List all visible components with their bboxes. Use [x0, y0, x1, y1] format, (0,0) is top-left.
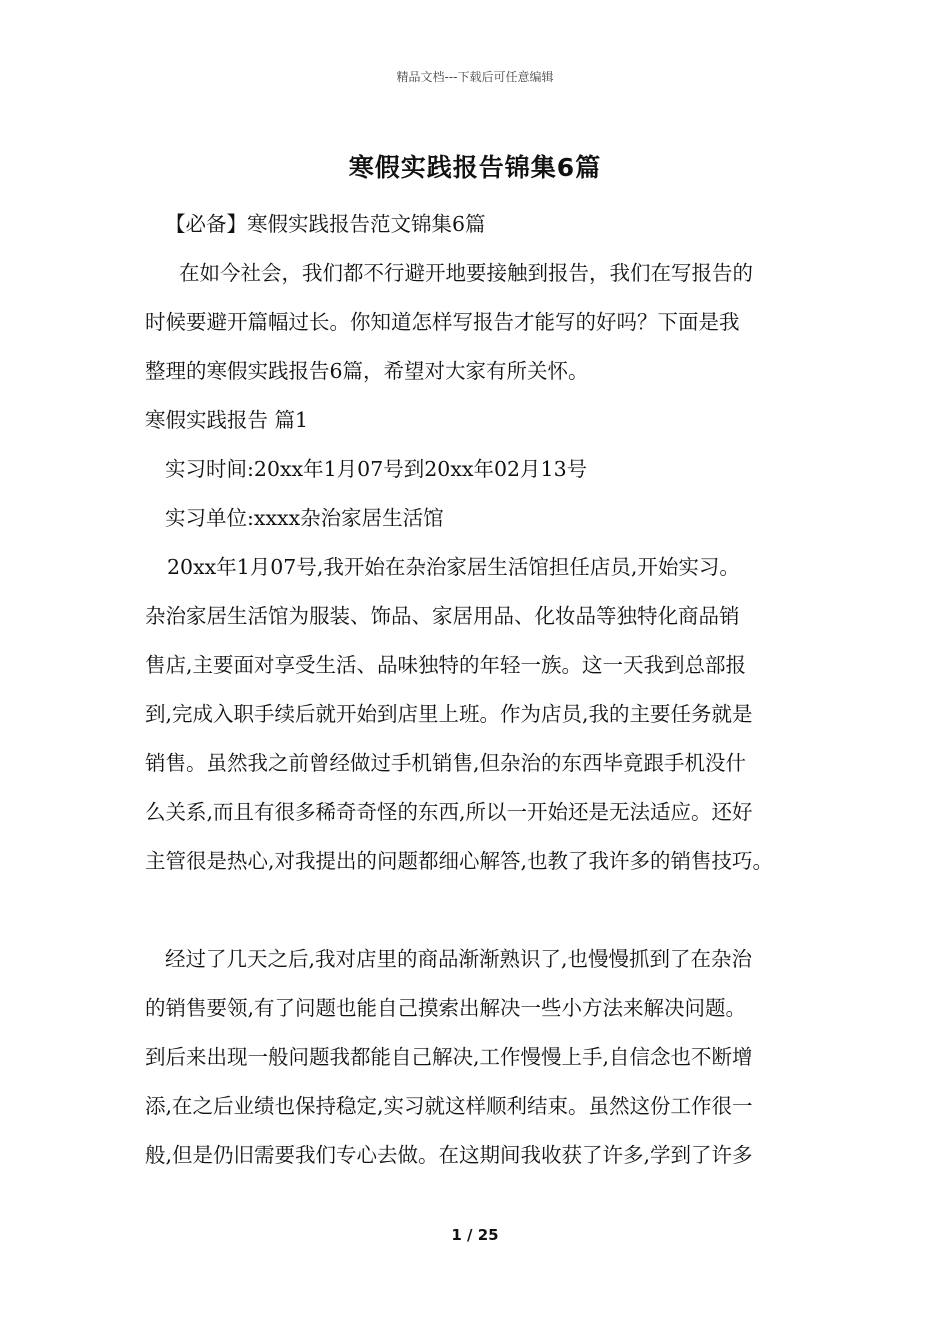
paragraph-line: 整理的寒假实践报告6篇，希望对大家有所关怀。 [145, 359, 589, 383]
paragraph-line: 杂治家居生活馆为服装、饰品、家居用品、化妆品等独特化商品销 [145, 604, 740, 628]
paragraph-line: 经过了几天之后,我对店里的商品渐渐熟识了,也慢慢抓到了在杂治 [165, 947, 753, 971]
section-heading: 寒假实践报告 篇1 [145, 408, 309, 432]
paragraph-line: 时候要避开篇幅过长。你知道怎样写报告才能写的好吗？下面是我 [145, 310, 740, 334]
paragraph-line: 的销售要领,有了问题也能自己摸索出解决一些小方法来解决问题。 [145, 996, 747, 1020]
paragraph-line: 销售。虽然我之前曾经做过手机销售,但杂治的东西毕竟跟手机没什 [145, 751, 747, 775]
paragraph-line: 在如今社会，我们都不行避开地要接触到报告，我们在写报告的 [179, 261, 753, 285]
paragraph-line: 般,但是仍旧需要我们专心去做。在这期间我收获了许多,学到了许多 [145, 1143, 753, 1167]
paragraph-gap [145, 886, 820, 935]
document-body [145, 200, 820, 1180]
header-note: 精品文档---下载后可任意编辑 [396, 70, 554, 84]
internship-time: 实习时间:20xx年1月07号到20xx年02月13号 [165, 457, 588, 481]
paragraph-line: 售店,主要面对享受生活、品味独特的年轻一族。这一天我到总部报 [145, 653, 747, 677]
paragraph-line: 20xx年1月07号,我开始在杂治家居生活馆担任店员,开始实习。 [167, 555, 740, 579]
paragraph-line: 主管很是热心,对我提出的问题都细心解答,也教了我许多的销售技巧。 [145, 849, 774, 873]
paragraph-line: 到,完成入职手续后就开始到店里上班。作为店员,我的主要任务就是 [145, 702, 753, 726]
document-title: 寒假实践报告锦集6篇 [348, 153, 602, 182]
paragraph-line: 么关系,而且有很多稀奇奇怪的东西,所以一开始还是无法适应。还好 [145, 800, 753, 824]
paragraph-line: 添,在之后业绩也保持稳定,实习就这样顺利结束。虽然这份工作很一 [145, 1094, 753, 1118]
internship-unit: 实习单位:xxxx杂治家居生活馆 [165, 506, 444, 530]
subtitle-line: 【必备】寒假实践报告范文锦集6篇 [165, 212, 486, 236]
page-number: 1 / 25 [451, 1226, 499, 1244]
paragraph-line: 到后来出现一般问题我都能自己解决,工作慢慢上手,自信念也不断增 [145, 1045, 753, 1069]
